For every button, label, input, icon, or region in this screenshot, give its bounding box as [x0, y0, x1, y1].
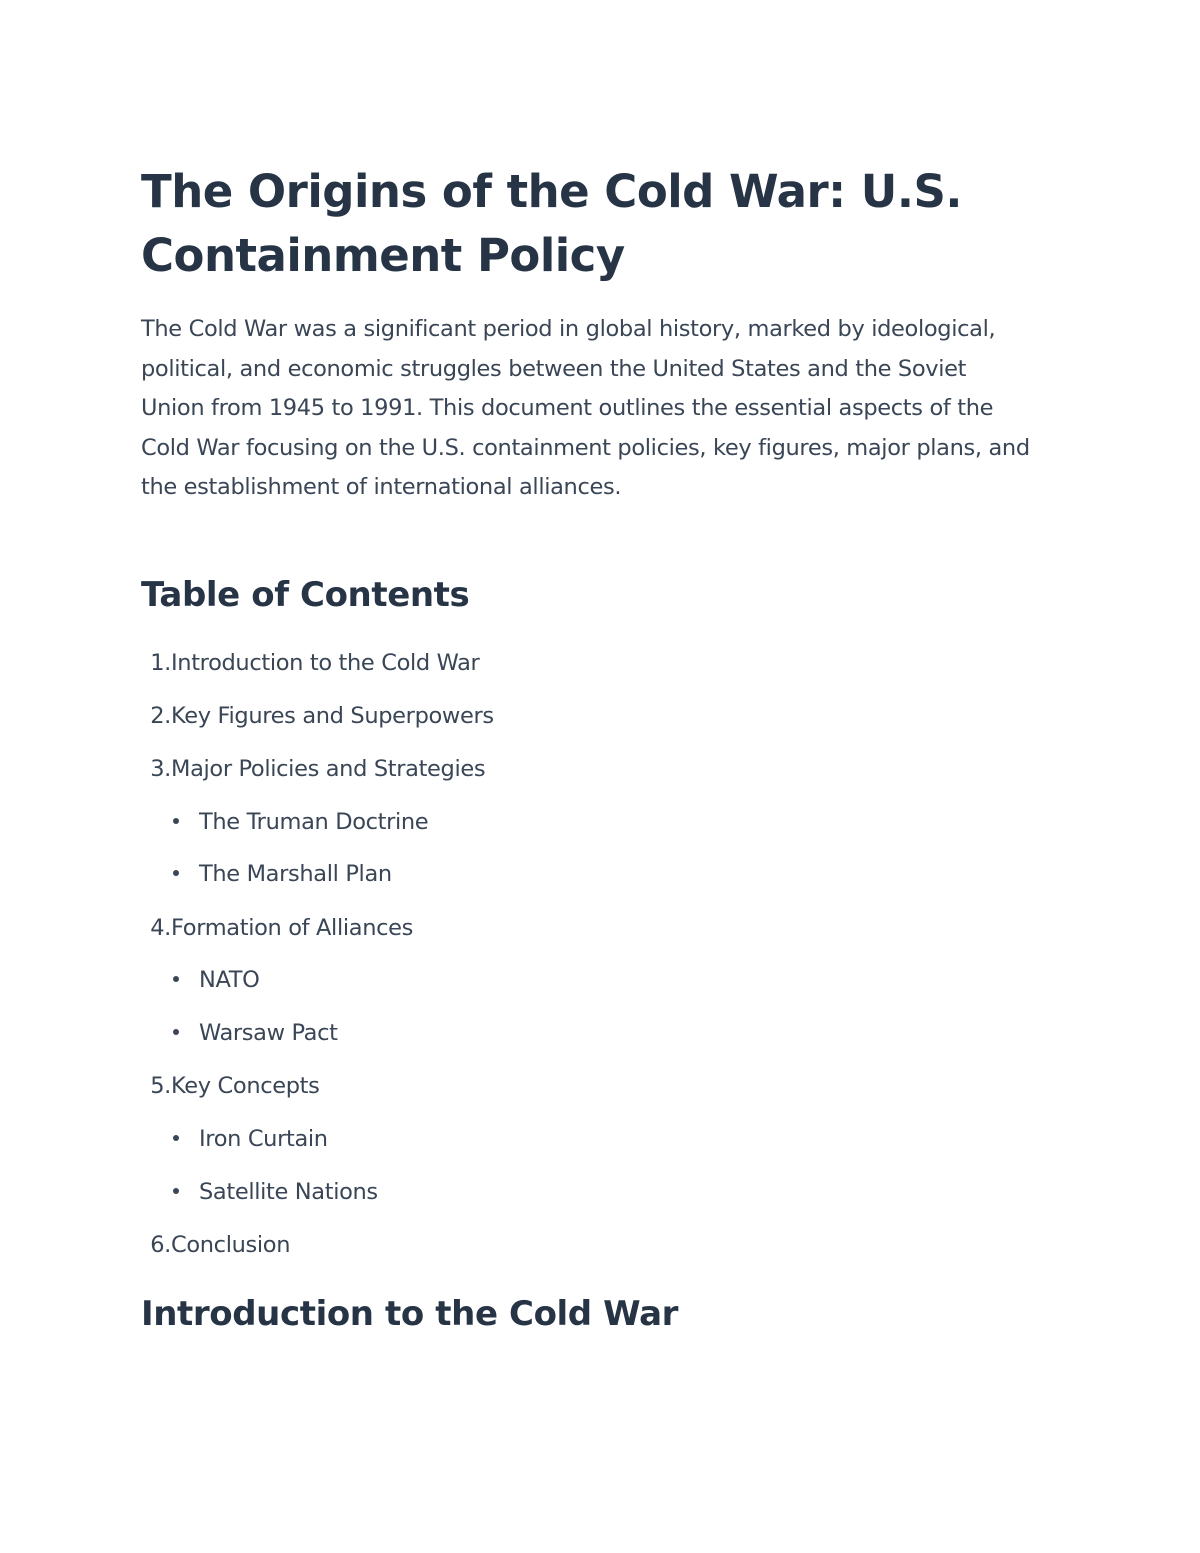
bullet-icon — [173, 870, 179, 876]
toc-item-introduction[interactable] — [141, 646, 479, 680]
toc-subitem-truman-doctrine[interactable] — [171, 805, 428, 839]
toc-item-alliances[interactable] — [141, 911, 413, 945]
toc-item-number: 6. — [150, 1232, 171, 1258]
toc-item-label: Key Figures and Superpowers — [171, 703, 494, 729]
toc-item-label: Formation of Alliances — [171, 915, 413, 941]
toc-item-number: 1. — [150, 650, 171, 676]
bullet-icon — [173, 1188, 179, 1194]
toc-item-label: Introduction to the Cold War — [171, 650, 480, 676]
toc-subitem-label: The Truman Doctrine — [199, 809, 429, 835]
bullet-icon — [173, 1135, 179, 1141]
toc-item-major-policies[interactable] — [141, 752, 485, 786]
toc-subitem-label: Satellite Nations — [199, 1179, 378, 1205]
bullet-icon — [173, 1029, 179, 1035]
toc-item-number: 3. — [150, 756, 171, 782]
toc-item-label: Major Policies and Strategies — [171, 756, 486, 782]
toc-item-label: Conclusion — [171, 1232, 291, 1258]
toc-item-label: Key Concepts — [171, 1073, 320, 1099]
document-title: The Origins of the Cold War: U.S. Containment Policy — [141, 165, 962, 282]
toc-item-number: 5. — [150, 1073, 171, 1099]
section-heading-introduction: Introduction to the Cold War — [141, 1294, 678, 1334]
toc-subitem-label: Warsaw Pact — [199, 1020, 338, 1046]
toc-subitem-label: The Marshall Plan — [199, 861, 392, 887]
toc-item-key-concepts[interactable] — [141, 1069, 320, 1103]
toc-subitem-label: NATO — [199, 967, 260, 993]
intro-paragraph: The Cold War was a significant period in global history, marked by ideological, political, and economic struggles between the United States and the Soviet Union from 1945 to 1991. This document outlines the essential aspects of the Cold War focusing on the U.S. containment policies, key figures, major plans, and the establishment of international alliances. — [141, 316, 1030, 501]
toc-item-conclusion[interactable] — [141, 1228, 290, 1262]
toc-item-number: 2. — [150, 703, 171, 729]
toc-subitem-nato[interactable] — [171, 963, 260, 997]
bullet-icon — [173, 818, 179, 824]
toc-item-key-figures[interactable] — [141, 699, 494, 733]
toc-subitem-iron-curtain[interactable] — [171, 1122, 328, 1156]
toc-subitem-marshall-plan[interactable] — [171, 857, 392, 891]
bullet-icon — [173, 976, 179, 982]
toc-subitem-label: Iron Curtain — [199, 1126, 328, 1152]
toc-subitem-warsaw-pact[interactable] — [171, 1016, 338, 1050]
toc-item-number: 4. — [150, 915, 171, 941]
toc-heading: Table of Contents — [141, 575, 470, 615]
toc-subitem-satellite-nations[interactable] — [171, 1175, 378, 1209]
